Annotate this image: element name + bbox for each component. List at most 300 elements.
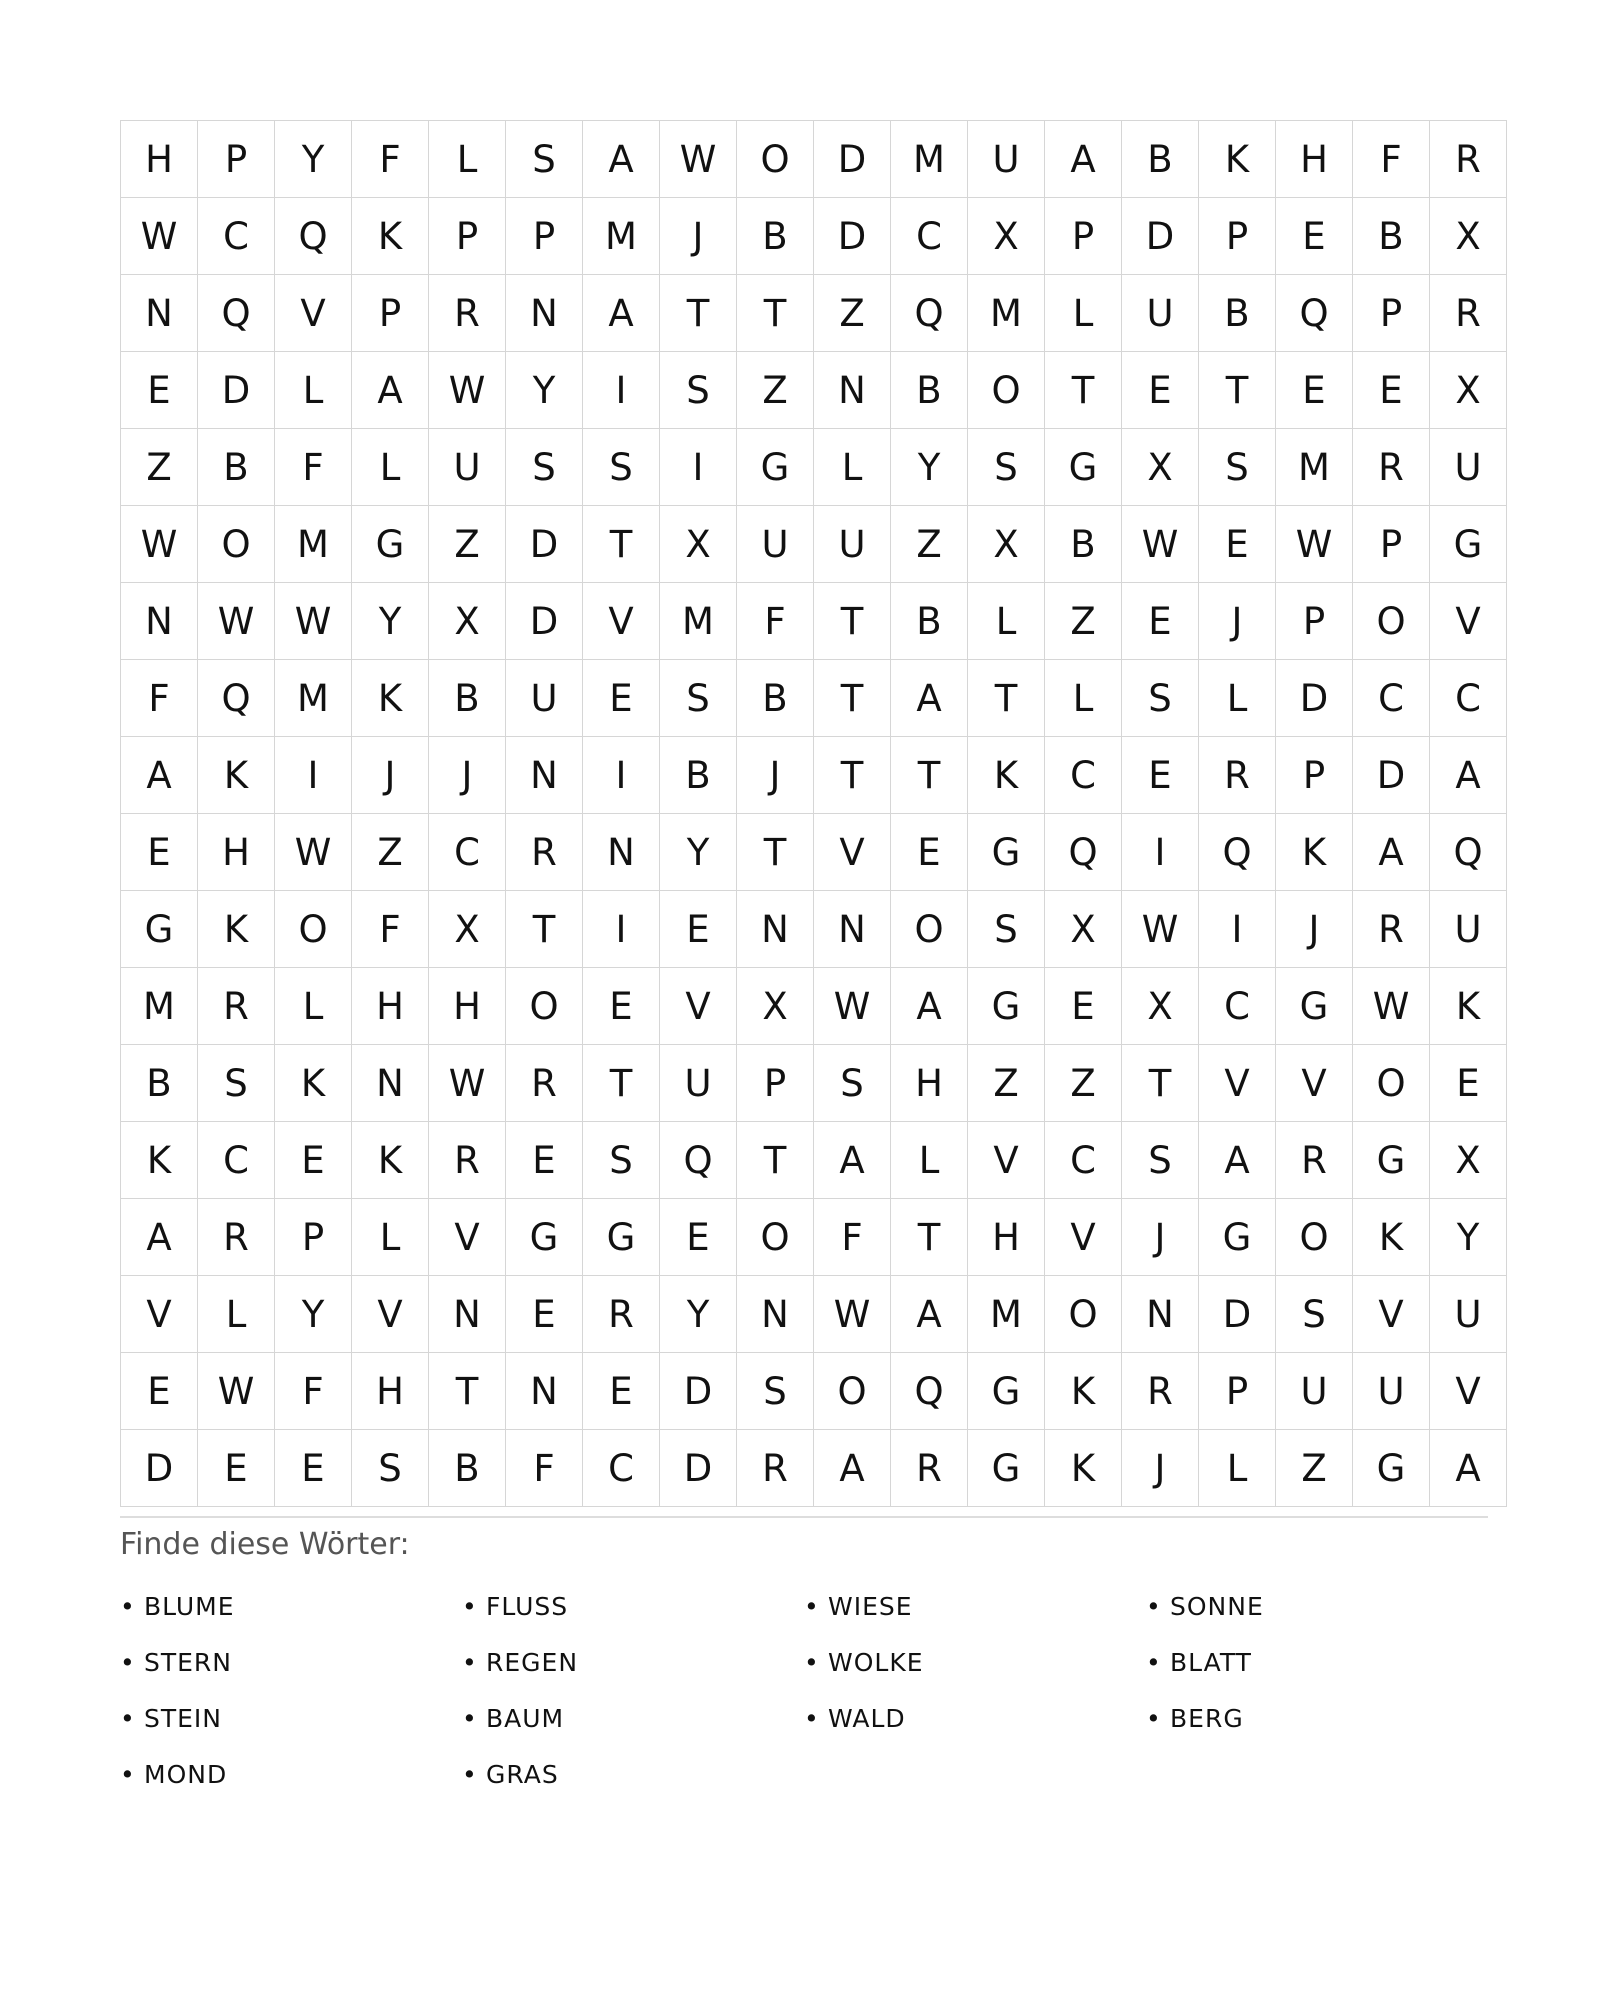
grid-cell[interactable]: E bbox=[1430, 1045, 1507, 1122]
grid-cell[interactable]: E bbox=[121, 814, 198, 891]
grid-cell[interactable]: U bbox=[429, 429, 506, 506]
grid-cell[interactable]: K bbox=[198, 891, 275, 968]
grid-cell[interactable]: A bbox=[814, 1122, 891, 1199]
grid-cell[interactable]: Y bbox=[891, 429, 968, 506]
grid-cell[interactable]: K bbox=[121, 1122, 198, 1199]
grid-cell[interactable]: U bbox=[1353, 1353, 1430, 1430]
grid-cell[interactable]: U bbox=[1430, 429, 1507, 506]
grid-cell[interactable]: V bbox=[1430, 1353, 1507, 1430]
grid-cell[interactable]: E bbox=[660, 1199, 737, 1276]
grid-cell[interactable]: U bbox=[1122, 275, 1199, 352]
grid-cell[interactable]: E bbox=[583, 968, 660, 1045]
grid-cell[interactable]: Z bbox=[737, 352, 814, 429]
grid-cell[interactable]: E bbox=[1122, 737, 1199, 814]
grid-cell[interactable]: E bbox=[275, 1430, 352, 1507]
grid-cell[interactable]: E bbox=[121, 352, 198, 429]
grid-cell[interactable]: R bbox=[583, 1276, 660, 1353]
grid-cell[interactable]: O bbox=[968, 352, 1045, 429]
grid-cell[interactable]: Q bbox=[1199, 814, 1276, 891]
grid-cell[interactable]: I bbox=[275, 737, 352, 814]
grid-cell[interactable]: Q bbox=[1430, 814, 1507, 891]
grid-cell[interactable]: C bbox=[583, 1430, 660, 1507]
grid-cell[interactable]: E bbox=[1122, 352, 1199, 429]
grid-cell[interactable]: H bbox=[968, 1199, 1045, 1276]
grid-cell[interactable]: E bbox=[660, 891, 737, 968]
grid-cell[interactable]: G bbox=[506, 1199, 583, 1276]
grid-cell[interactable]: N bbox=[429, 1276, 506, 1353]
grid-cell[interactable]: W bbox=[121, 506, 198, 583]
grid-cell[interactable]: F bbox=[814, 1199, 891, 1276]
grid-cell[interactable]: W bbox=[660, 121, 737, 198]
grid-cell[interactable]: Q bbox=[891, 275, 968, 352]
grid-cell[interactable]: P bbox=[198, 121, 275, 198]
grid-cell[interactable]: Z bbox=[891, 506, 968, 583]
grid-cell[interactable]: L bbox=[1199, 660, 1276, 737]
grid-cell[interactable]: Y bbox=[660, 814, 737, 891]
grid-cell[interactable]: T bbox=[429, 1353, 506, 1430]
grid-cell[interactable]: P bbox=[275, 1199, 352, 1276]
grid-cell[interactable]: N bbox=[506, 737, 583, 814]
grid-cell[interactable]: D bbox=[660, 1430, 737, 1507]
grid-cell[interactable]: A bbox=[121, 1199, 198, 1276]
grid-cell[interactable]: O bbox=[275, 891, 352, 968]
grid-cell[interactable]: K bbox=[968, 737, 1045, 814]
grid-cell[interactable]: A bbox=[121, 737, 198, 814]
grid-cell[interactable]: X bbox=[1122, 968, 1199, 1045]
grid-cell[interactable]: E bbox=[121, 1353, 198, 1430]
grid-cell[interactable]: J bbox=[1122, 1199, 1199, 1276]
grid-cell[interactable]: W bbox=[814, 1276, 891, 1353]
grid-cell[interactable]: R bbox=[1430, 275, 1507, 352]
grid-cell[interactable]: E bbox=[506, 1122, 583, 1199]
grid-cell[interactable]: Z bbox=[968, 1045, 1045, 1122]
grid-cell[interactable]: R bbox=[1353, 429, 1430, 506]
grid-cell[interactable]: T bbox=[968, 660, 1045, 737]
grid-cell[interactable]: W bbox=[814, 968, 891, 1045]
grid-cell[interactable]: E bbox=[583, 1353, 660, 1430]
grid-cell[interactable]: U bbox=[968, 121, 1045, 198]
grid-cell[interactable]: B bbox=[429, 1430, 506, 1507]
grid-cell[interactable]: T bbox=[583, 506, 660, 583]
grid-cell[interactable]: T bbox=[506, 891, 583, 968]
grid-cell[interactable]: T bbox=[583, 1045, 660, 1122]
grid-cell[interactable]: V bbox=[1199, 1045, 1276, 1122]
grid-cell[interactable]: I bbox=[583, 737, 660, 814]
grid-cell[interactable]: Z bbox=[429, 506, 506, 583]
grid-cell[interactable]: K bbox=[1045, 1353, 1122, 1430]
grid-cell[interactable]: W bbox=[429, 352, 506, 429]
grid-cell[interactable]: P bbox=[506, 198, 583, 275]
grid-cell[interactable]: Z bbox=[121, 429, 198, 506]
grid-cell[interactable]: S bbox=[968, 891, 1045, 968]
grid-cell[interactable]: E bbox=[1045, 968, 1122, 1045]
grid-cell[interactable]: P bbox=[1045, 198, 1122, 275]
grid-cell[interactable]: M bbox=[968, 275, 1045, 352]
grid-cell[interactable]: D bbox=[1353, 737, 1430, 814]
grid-cell[interactable]: E bbox=[1276, 352, 1353, 429]
grid-cell[interactable]: O bbox=[891, 891, 968, 968]
grid-cell[interactable]: S bbox=[583, 1122, 660, 1199]
grid-cell[interactable]: G bbox=[583, 1199, 660, 1276]
grid-cell[interactable]: M bbox=[121, 968, 198, 1045]
grid-cell[interactable]: G bbox=[1276, 968, 1353, 1045]
grid-cell[interactable]: U bbox=[737, 506, 814, 583]
grid-cell[interactable]: R bbox=[737, 1430, 814, 1507]
grid-cell[interactable]: M bbox=[583, 198, 660, 275]
grid-cell[interactable]: E bbox=[583, 660, 660, 737]
grid-cell[interactable]: G bbox=[968, 1353, 1045, 1430]
grid-cell[interactable]: P bbox=[1353, 506, 1430, 583]
grid-cell[interactable]: K bbox=[1199, 121, 1276, 198]
grid-cell[interactable]: T bbox=[814, 660, 891, 737]
grid-cell[interactable]: L bbox=[352, 1199, 429, 1276]
grid-cell[interactable]: B bbox=[1199, 275, 1276, 352]
grid-cell[interactable]: S bbox=[506, 121, 583, 198]
grid-cell[interactable]: C bbox=[1430, 660, 1507, 737]
grid-cell[interactable]: C bbox=[1199, 968, 1276, 1045]
grid-cell[interactable]: L bbox=[198, 1276, 275, 1353]
grid-cell[interactable]: V bbox=[121, 1276, 198, 1353]
grid-cell[interactable]: T bbox=[1122, 1045, 1199, 1122]
grid-cell[interactable]: B bbox=[429, 660, 506, 737]
grid-cell[interactable]: R bbox=[891, 1430, 968, 1507]
grid-cell[interactable]: E bbox=[506, 1276, 583, 1353]
grid-cell[interactable]: G bbox=[352, 506, 429, 583]
grid-cell[interactable]: V bbox=[1276, 1045, 1353, 1122]
grid-cell[interactable]: M bbox=[275, 506, 352, 583]
grid-cell[interactable]: W bbox=[275, 583, 352, 660]
grid-cell[interactable]: O bbox=[506, 968, 583, 1045]
grid-cell[interactable]: G bbox=[968, 968, 1045, 1045]
grid-cell[interactable]: B bbox=[1353, 198, 1430, 275]
grid-cell[interactable]: O bbox=[814, 1353, 891, 1430]
grid-cell[interactable]: R bbox=[429, 275, 506, 352]
grid-cell[interactable]: S bbox=[198, 1045, 275, 1122]
grid-cell[interactable]: W bbox=[198, 1353, 275, 1430]
grid-cell[interactable]: J bbox=[1199, 583, 1276, 660]
grid-cell[interactable]: C bbox=[198, 1122, 275, 1199]
grid-cell[interactable]: I bbox=[583, 891, 660, 968]
grid-cell[interactable]: B bbox=[121, 1045, 198, 1122]
grid-cell[interactable]: K bbox=[275, 1045, 352, 1122]
grid-cell[interactable]: F bbox=[275, 1353, 352, 1430]
grid-cell[interactable]: Y bbox=[660, 1276, 737, 1353]
grid-cell[interactable]: W bbox=[198, 583, 275, 660]
grid-cell[interactable]: W bbox=[275, 814, 352, 891]
grid-cell[interactable]: Z bbox=[1045, 583, 1122, 660]
grid-cell[interactable]: V bbox=[352, 1276, 429, 1353]
grid-cell[interactable]: L bbox=[275, 352, 352, 429]
grid-cell[interactable]: U bbox=[506, 660, 583, 737]
grid-cell[interactable]: P bbox=[1276, 583, 1353, 660]
grid-cell[interactable]: N bbox=[121, 583, 198, 660]
grid-cell[interactable]: B bbox=[1045, 506, 1122, 583]
grid-cell[interactable]: I bbox=[660, 429, 737, 506]
grid-cell[interactable]: W bbox=[121, 198, 198, 275]
grid-cell[interactable]: K bbox=[1430, 968, 1507, 1045]
grid-cell[interactable]: E bbox=[1199, 506, 1276, 583]
grid-cell[interactable]: Q bbox=[198, 275, 275, 352]
grid-cell[interactable]: Y bbox=[352, 583, 429, 660]
grid-cell[interactable]: Z bbox=[352, 814, 429, 891]
grid-cell[interactable]: A bbox=[583, 275, 660, 352]
grid-cell[interactable]: R bbox=[429, 1122, 506, 1199]
grid-cell[interactable]: B bbox=[737, 198, 814, 275]
grid-cell[interactable]: R bbox=[198, 968, 275, 1045]
grid-cell[interactable]: N bbox=[1122, 1276, 1199, 1353]
grid-cell[interactable]: W bbox=[1276, 506, 1353, 583]
grid-cell[interactable]: V bbox=[814, 814, 891, 891]
grid-cell[interactable]: S bbox=[1199, 429, 1276, 506]
grid-cell[interactable]: X bbox=[429, 583, 506, 660]
grid-cell[interactable]: S bbox=[506, 429, 583, 506]
grid-cell[interactable]: D bbox=[121, 1430, 198, 1507]
grid-cell[interactable]: H bbox=[352, 968, 429, 1045]
grid-cell[interactable]: V bbox=[660, 968, 737, 1045]
grid-cell[interactable]: T bbox=[891, 1199, 968, 1276]
grid-cell[interactable]: U bbox=[1430, 891, 1507, 968]
grid-cell[interactable]: L bbox=[429, 121, 506, 198]
grid-cell[interactable]: H bbox=[891, 1045, 968, 1122]
grid-cell[interactable]: C bbox=[429, 814, 506, 891]
grid-cell[interactable]: U bbox=[1430, 1276, 1507, 1353]
grid-cell[interactable]: X bbox=[968, 198, 1045, 275]
grid-cell[interactable]: Y bbox=[1430, 1199, 1507, 1276]
grid-cell[interactable]: V bbox=[275, 275, 352, 352]
grid-cell[interactable]: A bbox=[1353, 814, 1430, 891]
grid-cell[interactable]: H bbox=[121, 121, 198, 198]
grid-cell[interactable]: T bbox=[814, 583, 891, 660]
grid-cell[interactable]: R bbox=[198, 1199, 275, 1276]
grid-cell[interactable]: N bbox=[506, 1353, 583, 1430]
grid-cell[interactable]: G bbox=[1045, 429, 1122, 506]
grid-cell[interactable]: K bbox=[352, 1122, 429, 1199]
grid-cell[interactable]: J bbox=[660, 198, 737, 275]
grid-cell[interactable]: Q bbox=[1276, 275, 1353, 352]
grid-cell[interactable]: D bbox=[506, 583, 583, 660]
grid-cell[interactable]: V bbox=[1353, 1276, 1430, 1353]
grid-cell[interactable]: B bbox=[660, 737, 737, 814]
grid-cell[interactable]: T bbox=[814, 737, 891, 814]
grid-cell[interactable]: N bbox=[352, 1045, 429, 1122]
grid-cell[interactable]: X bbox=[1045, 891, 1122, 968]
grid-cell[interactable]: C bbox=[1045, 1122, 1122, 1199]
grid-cell[interactable]: A bbox=[891, 660, 968, 737]
grid-cell[interactable]: Y bbox=[275, 1276, 352, 1353]
grid-cell[interactable]: X bbox=[1122, 429, 1199, 506]
grid-cell[interactable]: T bbox=[737, 275, 814, 352]
grid-cell[interactable]: V bbox=[1430, 583, 1507, 660]
grid-cell[interactable]: R bbox=[506, 1045, 583, 1122]
grid-cell[interactable]: V bbox=[1045, 1199, 1122, 1276]
grid-cell[interactable]: A bbox=[1199, 1122, 1276, 1199]
grid-cell[interactable]: E bbox=[1276, 198, 1353, 275]
grid-cell[interactable]: A bbox=[891, 1276, 968, 1353]
grid-cell[interactable]: S bbox=[1122, 1122, 1199, 1199]
grid-cell[interactable]: T bbox=[1045, 352, 1122, 429]
grid-cell[interactable]: F bbox=[737, 583, 814, 660]
grid-cell[interactable]: Y bbox=[275, 121, 352, 198]
grid-cell[interactable]: T bbox=[891, 737, 968, 814]
grid-cell[interactable]: S bbox=[583, 429, 660, 506]
grid-cell[interactable]: J bbox=[737, 737, 814, 814]
grid-cell[interactable]: X bbox=[1430, 352, 1507, 429]
grid-cell[interactable]: C bbox=[891, 198, 968, 275]
grid-cell[interactable]: P bbox=[1199, 1353, 1276, 1430]
grid-cell[interactable]: O bbox=[737, 1199, 814, 1276]
grid-cell[interactable]: N bbox=[737, 891, 814, 968]
grid-cell[interactable]: M bbox=[891, 121, 968, 198]
grid-cell[interactable]: J bbox=[429, 737, 506, 814]
grid-cell[interactable]: O bbox=[1276, 1199, 1353, 1276]
grid-cell[interactable]: Q bbox=[275, 198, 352, 275]
grid-cell[interactable]: N bbox=[814, 352, 891, 429]
grid-cell[interactable]: S bbox=[814, 1045, 891, 1122]
grid-cell[interactable]: O bbox=[198, 506, 275, 583]
grid-cell[interactable]: Q bbox=[891, 1353, 968, 1430]
grid-cell[interactable]: G bbox=[968, 814, 1045, 891]
grid-cell[interactable]: O bbox=[1045, 1276, 1122, 1353]
grid-cell[interactable]: H bbox=[198, 814, 275, 891]
grid-cell[interactable]: P bbox=[1353, 275, 1430, 352]
grid-cell[interactable]: S bbox=[660, 660, 737, 737]
grid-cell[interactable]: E bbox=[891, 814, 968, 891]
grid-cell[interactable]: V bbox=[583, 583, 660, 660]
grid-cell[interactable]: D bbox=[660, 1353, 737, 1430]
grid-cell[interactable]: D bbox=[814, 121, 891, 198]
grid-cell[interactable]: W bbox=[1122, 891, 1199, 968]
grid-cell[interactable]: P bbox=[1199, 198, 1276, 275]
grid-cell[interactable]: L bbox=[968, 583, 1045, 660]
grid-cell[interactable]: A bbox=[1430, 1430, 1507, 1507]
grid-cell[interactable]: E bbox=[275, 1122, 352, 1199]
grid-cell[interactable]: L bbox=[1199, 1430, 1276, 1507]
grid-cell[interactable]: H bbox=[429, 968, 506, 1045]
grid-cell[interactable]: W bbox=[1122, 506, 1199, 583]
grid-cell[interactable]: R bbox=[1276, 1122, 1353, 1199]
grid-cell[interactable]: A bbox=[891, 968, 968, 1045]
grid-cell[interactable]: T bbox=[1199, 352, 1276, 429]
grid-cell[interactable]: M bbox=[275, 660, 352, 737]
grid-cell[interactable]: G bbox=[968, 1430, 1045, 1507]
grid-cell[interactable]: H bbox=[352, 1353, 429, 1430]
grid-cell[interactable]: R bbox=[506, 814, 583, 891]
grid-cell[interactable]: G bbox=[121, 891, 198, 968]
grid-cell[interactable]: C bbox=[1045, 737, 1122, 814]
grid-cell[interactable]: D bbox=[198, 352, 275, 429]
grid-cell[interactable]: A bbox=[814, 1430, 891, 1507]
grid-cell[interactable]: R bbox=[1430, 121, 1507, 198]
grid-cell[interactable]: O bbox=[737, 121, 814, 198]
grid-cell[interactable]: S bbox=[968, 429, 1045, 506]
grid-cell[interactable]: D bbox=[1276, 660, 1353, 737]
grid-cell[interactable]: N bbox=[814, 891, 891, 968]
grid-cell[interactable]: E bbox=[1122, 583, 1199, 660]
grid-cell[interactable]: J bbox=[1276, 891, 1353, 968]
grid-cell[interactable]: K bbox=[352, 198, 429, 275]
grid-cell[interactable]: N bbox=[583, 814, 660, 891]
grid-cell[interactable]: A bbox=[352, 352, 429, 429]
grid-cell[interactable]: D bbox=[506, 506, 583, 583]
grid-cell[interactable]: T bbox=[737, 1122, 814, 1199]
grid-cell[interactable]: X bbox=[1430, 1122, 1507, 1199]
grid-cell[interactable]: R bbox=[1353, 891, 1430, 968]
grid-cell[interactable]: T bbox=[737, 814, 814, 891]
grid-cell[interactable]: X bbox=[1430, 198, 1507, 275]
grid-cell[interactable]: Q bbox=[660, 1122, 737, 1199]
grid-cell[interactable]: P bbox=[737, 1045, 814, 1122]
grid-cell[interactable]: R bbox=[1199, 737, 1276, 814]
grid-cell[interactable]: L bbox=[1045, 660, 1122, 737]
grid-cell[interactable]: A bbox=[1045, 121, 1122, 198]
grid-cell[interactable]: N bbox=[121, 275, 198, 352]
grid-cell[interactable]: C bbox=[198, 198, 275, 275]
grid-cell[interactable]: A bbox=[1430, 737, 1507, 814]
grid-cell[interactable]: M bbox=[1276, 429, 1353, 506]
grid-cell[interactable]: U bbox=[1276, 1353, 1353, 1430]
grid-cell[interactable]: K bbox=[352, 660, 429, 737]
grid-cell[interactable]: C bbox=[1353, 660, 1430, 737]
grid-cell[interactable]: L bbox=[275, 968, 352, 1045]
grid-cell[interactable]: B bbox=[198, 429, 275, 506]
grid-cell[interactable]: D bbox=[814, 198, 891, 275]
grid-cell[interactable]: B bbox=[1122, 121, 1199, 198]
grid-cell[interactable]: E bbox=[198, 1430, 275, 1507]
grid-cell[interactable]: G bbox=[737, 429, 814, 506]
grid-cell[interactable]: P bbox=[429, 198, 506, 275]
grid-cell[interactable]: U bbox=[814, 506, 891, 583]
grid-cell[interactable]: T bbox=[660, 275, 737, 352]
grid-cell[interactable]: M bbox=[968, 1276, 1045, 1353]
grid-cell[interactable]: H bbox=[1276, 121, 1353, 198]
grid-cell[interactable]: X bbox=[660, 506, 737, 583]
grid-cell[interactable]: I bbox=[1122, 814, 1199, 891]
grid-cell[interactable]: F bbox=[352, 891, 429, 968]
grid-cell[interactable]: Z bbox=[814, 275, 891, 352]
grid-cell[interactable]: G bbox=[1353, 1122, 1430, 1199]
grid-cell[interactable]: Q bbox=[1045, 814, 1122, 891]
grid-cell[interactable]: U bbox=[660, 1045, 737, 1122]
grid-cell[interactable]: M bbox=[660, 583, 737, 660]
grid-cell[interactable]: K bbox=[1276, 814, 1353, 891]
grid-cell[interactable]: N bbox=[506, 275, 583, 352]
grid-cell[interactable]: S bbox=[660, 352, 737, 429]
grid-cell[interactable]: P bbox=[352, 275, 429, 352]
grid-cell[interactable]: F bbox=[506, 1430, 583, 1507]
grid-cell[interactable]: F bbox=[352, 121, 429, 198]
grid-cell[interactable]: G bbox=[1353, 1430, 1430, 1507]
grid-cell[interactable]: B bbox=[737, 660, 814, 737]
grid-cell[interactable]: X bbox=[429, 891, 506, 968]
grid-cell[interactable]: L bbox=[814, 429, 891, 506]
grid-cell[interactable]: G bbox=[1430, 506, 1507, 583]
grid-cell[interactable]: S bbox=[1122, 660, 1199, 737]
grid-cell[interactable]: Z bbox=[1045, 1045, 1122, 1122]
grid-cell[interactable]: F bbox=[1353, 121, 1430, 198]
grid-cell[interactable]: B bbox=[891, 352, 968, 429]
grid-cell[interactable]: G bbox=[1199, 1199, 1276, 1276]
grid-cell[interactable]: Z bbox=[1276, 1430, 1353, 1507]
grid-cell[interactable]: Q bbox=[198, 660, 275, 737]
grid-cell[interactable]: I bbox=[1199, 891, 1276, 968]
grid-cell[interactable]: L bbox=[891, 1122, 968, 1199]
grid-cell[interactable]: N bbox=[737, 1276, 814, 1353]
grid-cell[interactable]: V bbox=[968, 1122, 1045, 1199]
grid-cell[interactable]: X bbox=[737, 968, 814, 1045]
grid-cell[interactable]: W bbox=[429, 1045, 506, 1122]
grid-cell[interactable]: R bbox=[1122, 1353, 1199, 1430]
grid-cell[interactable]: S bbox=[1276, 1276, 1353, 1353]
